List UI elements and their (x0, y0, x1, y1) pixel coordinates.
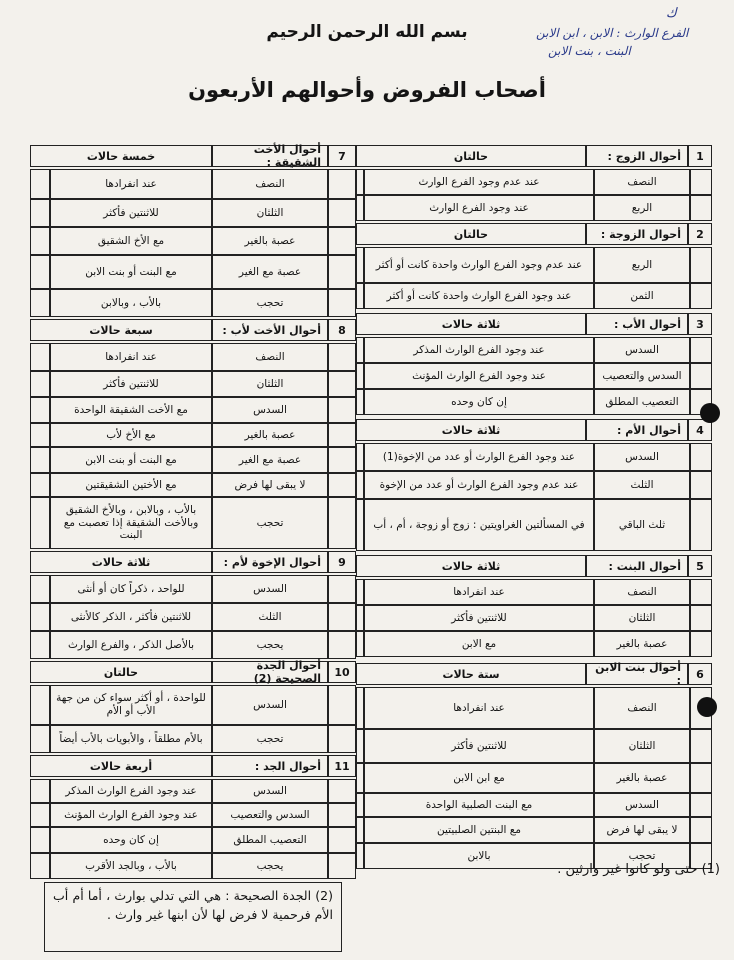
empty-cell (30, 725, 50, 753)
empty-cell (356, 793, 364, 817)
cases-count: حالتان (356, 223, 586, 245)
case-number: 6 (688, 663, 712, 685)
share-cell: الربع (594, 195, 690, 221)
heir-label: أحوال الأخت الشقيقة : (212, 145, 328, 167)
empty-cell (328, 199, 356, 227)
share-row (356, 389, 712, 415)
heir-label: أحوال الزوجة : (586, 223, 688, 245)
empty-cell (30, 575, 50, 603)
condition-cell: عند وجود الفرع الوارث المذكر (50, 779, 212, 803)
condition-cell: مع ابن الابن (364, 763, 594, 793)
group-header-row (30, 145, 356, 167)
share-row (356, 499, 712, 551)
share-row (30, 497, 356, 549)
empty-cell (328, 227, 356, 255)
empty-cell (30, 497, 50, 549)
page-title: أصحاب الفروض وأحوالهم الأربعون (188, 78, 546, 102)
share-cell: السدس (594, 443, 690, 471)
condition-cell: عند وجود الفرع الوارث المذكر (364, 337, 594, 363)
empty-cell (328, 603, 356, 631)
case-group (30, 319, 356, 549)
share-cell: ثلث الباقي (594, 499, 690, 551)
share-row (30, 779, 356, 803)
condition-cell: بالأصل الذكر ، والفرع الوارث (50, 631, 212, 659)
group-header-row (356, 145, 712, 167)
share-row (30, 853, 356, 879)
empty-cell (30, 199, 50, 227)
condition-cell: للاثنتين فأكثر ، الذكر كالأنثى (50, 603, 212, 631)
empty-cell (328, 397, 356, 423)
heir-label: أحوال الإخوة لأم : (212, 551, 328, 573)
share-cell: عصبة بالغير (212, 423, 328, 447)
condition-cell: للاثنتين فأكثر (364, 605, 594, 631)
share-row (30, 227, 356, 255)
empty-cell (356, 247, 364, 283)
empty-cell (328, 343, 356, 371)
empty-cell (690, 443, 712, 471)
condition-cell: عند انفرادها (364, 579, 594, 605)
condition-cell: عند انفرادها (50, 169, 212, 199)
empty-cell (356, 389, 364, 415)
share-row (30, 371, 356, 397)
condition-cell: عند وجود الفرع الوارث المؤنث (50, 803, 212, 827)
share-row (30, 473, 356, 497)
case-group (356, 555, 712, 657)
empty-cell (328, 575, 356, 603)
condition-cell: عند وجود الفرع الوارث أو عدد من الإخوة(1) (364, 443, 594, 471)
empty-cell (356, 195, 364, 221)
share-cell: عصبة مع الغير (212, 255, 328, 289)
empty-cell (30, 447, 50, 473)
empty-cell (30, 227, 50, 255)
empty-cell (328, 853, 356, 879)
share-cell: تحجب (594, 843, 690, 869)
group-header-row (30, 319, 356, 341)
empty-cell (30, 631, 50, 659)
share-cell: الثلثان (594, 729, 690, 763)
share-cell: تحجب (212, 289, 328, 317)
group-header-row (30, 551, 356, 573)
group-header-row (356, 663, 712, 685)
condition-cell: مع الابن (364, 631, 594, 657)
empty-cell (328, 255, 356, 289)
case-number: 3 (688, 313, 712, 335)
empty-cell (356, 471, 364, 499)
condition-cell: بالأم مطلقاً ، والأبويات بالأب أيضاً (50, 725, 212, 753)
empty-cell (328, 631, 356, 659)
condition-cell: مع البنت أو بنت الابن (50, 255, 212, 289)
share-row (30, 827, 356, 853)
share-row (30, 631, 356, 659)
case-group (356, 313, 712, 415)
condition-cell: بالأب ، وبالابن ، وبالأخ الشقيق وبالأخت الشقيقة إذا تعصبت مع البنت (50, 497, 212, 549)
share-cell: النصف (212, 169, 328, 199)
empty-cell (690, 471, 712, 499)
share-cell: عصبة بالغير (594, 631, 690, 657)
group-header-row (356, 419, 712, 441)
share-row (30, 199, 356, 227)
empty-cell (690, 337, 712, 363)
share-row (356, 631, 712, 657)
empty-cell (690, 817, 712, 843)
condition-cell: مع البنت أو بنت الابن (50, 447, 212, 473)
empty-cell (356, 843, 364, 869)
condition-cell: عند انفرادها (50, 343, 212, 371)
share-cell: النصف (594, 579, 690, 605)
empty-cell (356, 687, 364, 729)
share-row (356, 337, 712, 363)
cases-count: ثلاثة حالات (356, 555, 586, 577)
empty-cell (356, 499, 364, 551)
group-header-row (30, 755, 356, 777)
handwritten-note: الفرع الوارث : الابن ، ابن الابن (536, 26, 689, 40)
condition-cell: عند عدم وجود الفرع الوارث (364, 169, 594, 195)
empty-cell (356, 579, 364, 605)
share-row (30, 343, 356, 371)
basmala: بسم الله الرحمن الرحيم (266, 22, 468, 42)
empty-cell (30, 473, 50, 497)
heir-label: أحوال البنت : (586, 555, 688, 577)
condition-cell: مع الأخ الشقيق (50, 227, 212, 255)
share-row (356, 195, 712, 221)
cases-count: ثلاثة حالات (356, 419, 586, 441)
empty-cell (30, 255, 50, 289)
share-cell: السدس والتعصيب (594, 363, 690, 389)
group-header-row (356, 223, 712, 245)
empty-cell (356, 283, 364, 309)
empty-cell (690, 605, 712, 631)
empty-cell (30, 289, 50, 317)
empty-cell (356, 169, 364, 195)
empty-cell (690, 579, 712, 605)
handwritten-note: البنت ، بنت الابن (548, 44, 631, 58)
share-cell: النصف (212, 343, 328, 371)
share-row (356, 363, 712, 389)
punch-hole-mark (700, 403, 720, 423)
empty-cell (690, 283, 712, 309)
share-cell: الثلثان (212, 371, 328, 397)
empty-cell (328, 725, 356, 753)
share-row (356, 471, 712, 499)
empty-cell (690, 499, 712, 551)
share-row (356, 729, 712, 763)
condition-cell: عند وجود الفرع الوارث واحدة كانت أو أكثر (364, 283, 594, 309)
empty-cell (328, 497, 356, 549)
empty-cell (30, 423, 50, 447)
condition-cell: عند عدم وجود الفرع الوارث أو عدد من الإخوة (364, 471, 594, 499)
condition-cell: عند انفرادها (364, 687, 594, 729)
condition-cell: بالأب ، وبالجد الأقرب (50, 853, 212, 879)
share-cell: الثلثان (212, 199, 328, 227)
case-group (356, 223, 712, 309)
share-cell: يحجب (212, 631, 328, 659)
share-cell: عصبة مع الغير (212, 447, 328, 473)
share-cell: الثلثان (594, 605, 690, 631)
share-row (356, 763, 712, 793)
condition-cell: بالابن (364, 843, 594, 869)
group-header-row (356, 555, 712, 577)
empty-cell (328, 447, 356, 473)
share-row (30, 685, 356, 725)
share-row (30, 725, 356, 753)
share-cell: الثمن (594, 283, 690, 309)
condition-cell: للاثنتين فأكثر (50, 371, 212, 397)
condition-cell: مع البنت الصلبية الواحدة (364, 793, 594, 817)
empty-cell (690, 195, 712, 221)
empty-cell (356, 337, 364, 363)
condition-cell: عند وجود الفرع الوارث المؤنث (364, 363, 594, 389)
share-row (356, 793, 712, 817)
empty-cell (30, 397, 50, 423)
empty-cell (356, 605, 364, 631)
share-row (30, 575, 356, 603)
cases-count: حالتان (30, 661, 212, 683)
case-number: 10 (328, 661, 356, 683)
empty-cell (328, 371, 356, 397)
share-row (30, 169, 356, 199)
empty-cell (690, 631, 712, 657)
case-number: 7 (328, 145, 356, 167)
empty-cell (328, 803, 356, 827)
heir-label: أحوال الجدة الصحيحة (2) (212, 661, 328, 683)
share-cell: الربع (594, 247, 690, 283)
condition-cell: للاثنتين فأكثر (364, 729, 594, 763)
share-row (30, 289, 356, 317)
empty-cell (30, 803, 50, 827)
empty-cell (328, 685, 356, 725)
empty-cell (30, 371, 50, 397)
case-number: 9 (328, 551, 356, 573)
empty-cell (690, 363, 712, 389)
empty-cell (690, 169, 712, 195)
empty-cell (328, 289, 356, 317)
condition-cell: مع الأختين الشقيقتين (50, 473, 212, 497)
share-row (356, 579, 712, 605)
share-row (356, 817, 712, 843)
condition-cell: للاثنتين فأكثر (50, 199, 212, 227)
group-header-row (356, 313, 712, 335)
case-group (356, 145, 712, 221)
empty-cell (328, 169, 356, 199)
footnote-brothers: (1) حتى ولو كانوا غير وارثين . (557, 862, 720, 877)
cases-count: ثلاثة حالات (356, 313, 586, 335)
share-cell: السدس (594, 793, 690, 817)
case-group (30, 145, 356, 317)
empty-cell (690, 763, 712, 793)
share-cell: السدس والتعصيب (212, 803, 328, 827)
case-number: 1 (688, 145, 712, 167)
group-header-row (30, 661, 356, 683)
condition-cell: مع البنتين الصلبيتين (364, 817, 594, 843)
condition-cell: بالأب ، وبالابن (50, 289, 212, 317)
share-cell: التعصيب المطلق (212, 827, 328, 853)
share-row (356, 169, 712, 195)
empty-cell (328, 827, 356, 853)
share-row (30, 603, 356, 631)
share-cell: يحجب (212, 853, 328, 879)
share-cell: تحجب (212, 497, 328, 549)
share-row (30, 803, 356, 827)
share-row (356, 687, 712, 729)
cases-count: سبعة حالات (30, 319, 212, 341)
heir-label: أحوال الجد : (212, 755, 328, 777)
case-group (356, 663, 712, 869)
share-row (356, 283, 712, 309)
share-cell: لا يبقى لها فرض (212, 473, 328, 497)
empty-cell (356, 729, 364, 763)
condition-cell: عند وجود الفرع الوارث (364, 195, 594, 221)
condition-cell: عند عدم وجود الفرع الوارث واحدة كانت أو أكثر (364, 247, 594, 283)
heir-label: أحوال الأخت لأب : (212, 319, 328, 341)
empty-cell (30, 685, 50, 725)
cases-count: خمسة حالات (30, 145, 212, 167)
empty-cell (30, 603, 50, 631)
share-cell: عصبة بالغير (212, 227, 328, 255)
share-row (356, 247, 712, 283)
share-cell: السدس (212, 779, 328, 803)
heir-label: أحوال بنت الابن : (586, 663, 688, 685)
case-number: 11 (328, 755, 356, 777)
right-column-table (356, 145, 712, 871)
condition-cell: مع الأخ لأب (50, 423, 212, 447)
empty-cell (328, 779, 356, 803)
empty-cell (328, 473, 356, 497)
heir-label: أحوال الأم : (586, 419, 688, 441)
case-number: 4 (688, 419, 712, 441)
share-cell: السدس (594, 337, 690, 363)
share-cell: النصف (594, 169, 690, 195)
punch-hole-mark (697, 697, 717, 717)
empty-cell (30, 169, 50, 199)
cases-count: حالتان (356, 145, 586, 167)
case-group (30, 755, 356, 879)
case-number: 2 (688, 223, 712, 245)
share-cell: لا يبقى لها فرض (594, 817, 690, 843)
share-row (30, 447, 356, 473)
condition-cell: للواحد ، ذكراً كان أو أنثى (50, 575, 212, 603)
case-number: 8 (328, 319, 356, 341)
case-number: 5 (688, 555, 712, 577)
empty-cell (690, 729, 712, 763)
condition-cell: إن كان وحده (50, 827, 212, 853)
share-row (356, 443, 712, 471)
share-row (356, 605, 712, 631)
cases-count: أربعة حالات (30, 755, 212, 777)
handwritten-note: ك (666, 6, 677, 21)
case-group (356, 419, 712, 551)
share-cell: السدس (212, 685, 328, 725)
empty-cell (690, 793, 712, 817)
share-cell: الثلث (212, 603, 328, 631)
share-cell: عصبة بالغير (594, 763, 690, 793)
empty-cell (30, 827, 50, 853)
share-cell: الثلث (594, 471, 690, 499)
empty-cell (30, 853, 50, 879)
share-cell: التعصيب المطلق (594, 389, 690, 415)
empty-cell (328, 423, 356, 447)
share-cell: السدس (212, 575, 328, 603)
footnote-grandmother: (2) الجدة الصحيحة : هي التي تدلي بوارث ، أما أم أب الأم فرحمية لا فرض لها لأن ابنها غير وارث . (44, 882, 342, 952)
condition-cell: في المسألتين الغراويتين : زوج أو زوجة ، أم ، أب (364, 499, 594, 551)
empty-cell (690, 247, 712, 283)
share-row (30, 423, 356, 447)
cases-count: ثلاثة حالات (30, 551, 212, 573)
empty-cell (356, 443, 364, 471)
share-cell: النصف (594, 687, 690, 729)
empty-cell (356, 763, 364, 793)
case-group (30, 551, 356, 659)
empty-cell (30, 343, 50, 371)
heir-label: أحوال الأب : (586, 313, 688, 335)
heir-label: أحوال الزوج : (586, 145, 688, 167)
empty-cell (30, 779, 50, 803)
cases-count: ستة حالات (356, 663, 586, 685)
condition-cell: إن كان وحده (364, 389, 594, 415)
share-row (30, 397, 356, 423)
condition-cell: للواحدة ، أو أكثر سواء كن من جهة الأب أو الأم (50, 685, 212, 725)
share-cell: السدس (212, 397, 328, 423)
empty-cell (356, 631, 364, 657)
left-column-table (30, 145, 356, 881)
condition-cell: مع الأخت الشقيقة الواحدة (50, 397, 212, 423)
case-group (30, 661, 356, 753)
empty-cell (356, 817, 364, 843)
empty-cell (356, 363, 364, 389)
share-cell: تحجب (212, 725, 328, 753)
share-row (30, 255, 356, 289)
